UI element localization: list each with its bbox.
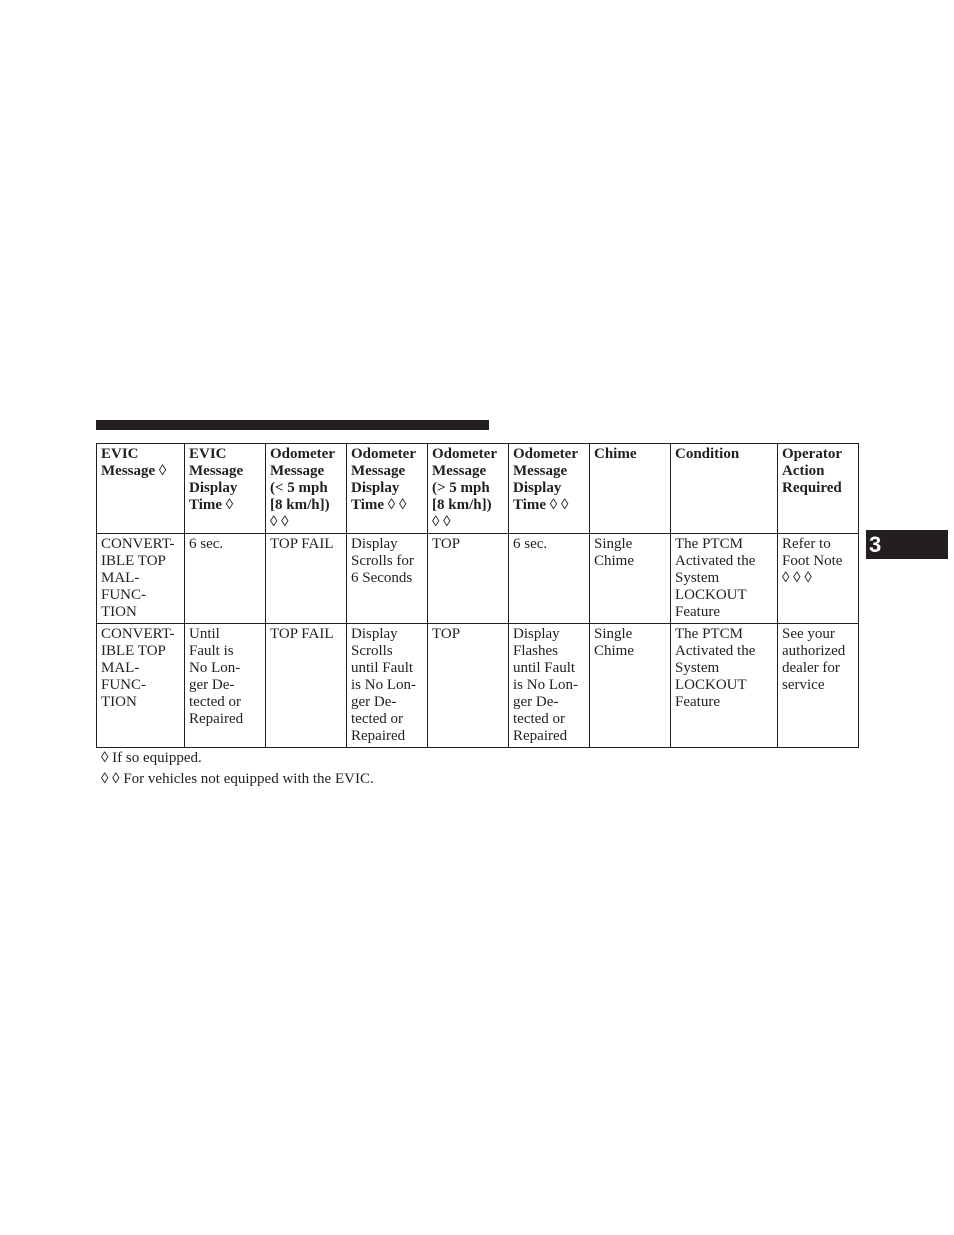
table-cell: TOP [428, 534, 509, 624]
table-cell: Display Scrolls until Fault is No Lon- ger De- tected or Repaired [347, 624, 428, 748]
table-cell: See your authorized dealer for service [778, 624, 859, 748]
message-table [96, 443, 859, 748]
footnotes [101, 748, 374, 790]
header-evic-display-time: EVIC Message Display Time ◊ [185, 444, 266, 534]
table-cell: 6 sec. [185, 534, 266, 624]
table-cell: The PTCM Activated the System LOCKOUT Feature [671, 534, 778, 624]
table-cell: Refer to Foot Note ◊ ◊ ◊ [778, 534, 859, 624]
table-cell: TOP FAIL [266, 534, 347, 624]
table-header-row [97, 444, 859, 534]
table-row [97, 624, 859, 748]
section-rule [96, 420, 489, 430]
table-cell: CONVERT- IBLE TOP MAL- FUNC- TION [97, 534, 185, 624]
table-cell: 6 sec. [509, 534, 590, 624]
table-cell: The PTCM Activated the System LOCKOUT Feature [671, 624, 778, 748]
table-cell: Single Chime [590, 534, 671, 624]
footnote-no-evic: ◊ ◊ For vehicles not equipped with the EVIC. [101, 771, 374, 787]
header-chime: Chime [590, 444, 671, 534]
table-cell: Single Chime [590, 624, 671, 748]
header-odometer-message-under-5mph: Odometer Message (< 5 mph [8 km/h]) ◊ ◊ [266, 444, 347, 534]
table-cell: TOP [428, 624, 509, 748]
header-condition: Condition [671, 444, 778, 534]
table-cell: Until Fault is No Lon- ger De- tected or Repaired [185, 624, 266, 748]
chapter-tab: 3 [866, 530, 948, 559]
table-row [97, 534, 859, 624]
table-cell: TOP FAIL [266, 624, 347, 748]
header-evic-message: EVIC Message ◊ [97, 444, 185, 534]
footnote-if-equipped: ◊ If so equipped. [101, 750, 202, 766]
header-odometer-message-over-5mph: Odometer Message (> 5 mph [8 km/h]) ◊ ◊ [428, 444, 509, 534]
header-odometer-display-time-under-5mph: Odometer Message Display Time ◊ ◊ [347, 444, 428, 534]
header-operator-action: Operator Action Required [778, 444, 859, 534]
header-odometer-display-time-over-5mph: Odometer Message Display Time ◊ ◊ [509, 444, 590, 534]
table-cell: CONVERT- IBLE TOP MAL- FUNC- TION [97, 624, 185, 748]
table-cell: Display Flashes until Fault is No Lon- ger De- tected or Repaired [509, 624, 590, 748]
table-cell: Display Scrolls for 6 Seconds [347, 534, 428, 624]
